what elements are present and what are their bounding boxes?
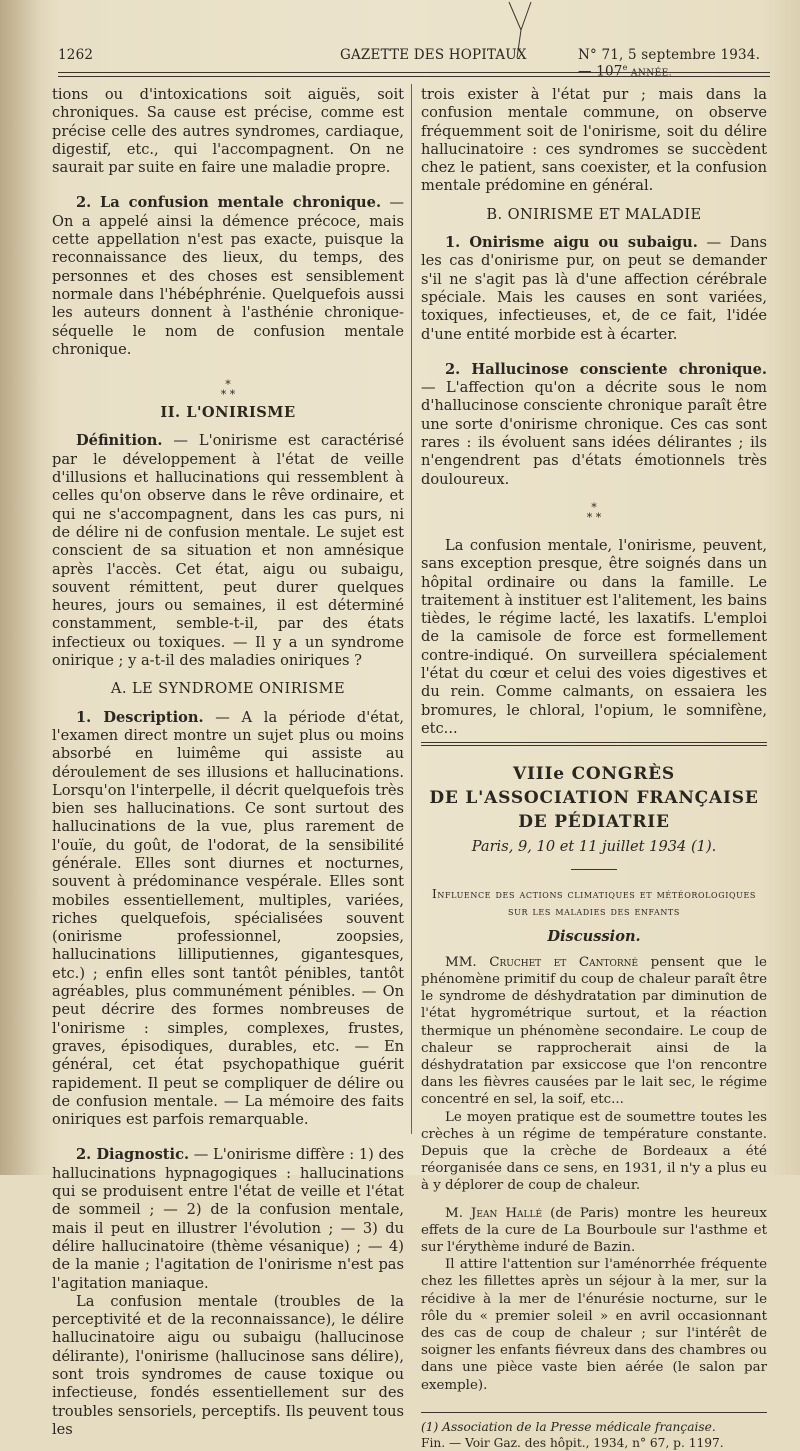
column-divider: [411, 84, 412, 1134]
journal-name: GAZETTE DES HOPITAUX: [340, 47, 527, 63]
paragraph: La confusion mentale, l'onirisme, peuvent, sans exception presque, être soignés dans un hôpital ordinaire ou dans la famille. Le traitement à instituer est l'alitement, les bains tièdes, le régime lacté, les laxatifs. L'emploi de la camisole de force est formellement contre-indiqué. On surveillera spécialement l'état du cœur et celui des voies digestives et du rein. Comme calmants, on essaiera les bromures, le chloral, l'opium, le somnifène, etc...: [421, 536, 767, 737]
paragraph: M. Jean Hallé (de Paris) montre les heureux effets de la cure de La Bourboule sur l'asthme et sur l'érythème induré de Bazin.: [421, 1205, 767, 1256]
paragraph: 1. Onirisme aigu ou subaigu. — Dans les cas d'onirisme pur, on peut se demander s'il ne s'agit pas là d'une affection cérébrale spéciale. Mais les causes en sont variées, toxiques, infectieuses, et, de ce fait, l'idée d'une entité morbide est à écarter.: [421, 234, 767, 343]
congress-dates: Paris, 9, 10 et 11 juillet 1934 (1).: [471, 838, 717, 856]
asterism: * * *: [220, 378, 236, 402]
asterism: * * *: [586, 500, 602, 524]
issue-line: N° 71, 5 septembre 1934. — 107e ANNÉE.: [578, 47, 761, 80]
footnote: (1) Association de la Presse médicale française. Fin. — Voir Gaz. des hôpit., 1934, n° 67, p. 1197.: [421, 1419, 724, 1450]
short-rule: [571, 869, 617, 870]
paragraph: La confusion mentale (troubles de la perceptivité et de la reconnaissance), le délire hallucinatoire aigu ou subaigu (hallucinose délirante), l'onirisme (hallucinose sans délire), sont trois syndromes de cause toxique ou infectieuse, fondés essentiellement sur des troubles sensoriels, perceptifs. Ils peuvent tous les: [52, 1292, 404, 1438]
section-rule: [421, 742, 767, 746]
subsection-heading: A. LE SYNDROME ONIRISME: [110, 680, 346, 698]
discussion-heading: Discussion.: [547, 927, 641, 945]
footnote-rule: [421, 1412, 767, 1413]
paragraph: 2. Hallucinose consciente chronique. — L'affection qu'on a décrite sous le nom d'hallucinose consciente chronique paraît être une sorte d'onirisme chronique. Ces cas sont rares : ils évoluent sans idées délirantes ; ils n'engendrent pas d'états émotionnels très douloureux.: [421, 360, 767, 488]
paragraph: 1. Description. — A la période d'état, l'examen direct montre un sujet plus ou moins absorbé en luimême qui assiste au déroulement de ses illusions et hallucinations. Lorsqu'on l'interpelle, il décrit quelquefois très bien ses hallucinations. Ce sont surtout des hallucinations de la vue, plus rarement de l'ouïe, du goût, de l'odorat, de la sensibilité générale. Elles sont diurnes et nocturnes, souvent à prédominance vespérale. Elles sont mobiles essentiellement, multiples, variées, riches quelquefois, spécialisées souvent (onirisme professionnel, zoopsies, hallucinations lilliputiennes, gigantesques, etc.) ; enfin elles sont tantôt pénibles, tantôt agréables, plus communément pénibles. — On peut décrire des formes nombreuses de l'onirisme : simples, complexes, frustes, graves, épisodiques, durables, etc. — En général, cet état psychopathique guérit rapidement. Il peut se compliquer de délire ou de confusion mentale. — La mémoire des faits oniriques est parfois remarquable.: [52, 708, 404, 1129]
paragraph: tions ou d'intoxications soit aiguës, soit chroniques. Sa cause est précise, comme est précise celle des autres syndromes, cardiaque, digestif, etc., qui l'accompagnent. On ne saurait par suite en faire une maladie propre.: [52, 86, 404, 177]
header-rule: [58, 72, 770, 73]
section-heading: II. L'ONIRISME: [160, 404, 296, 422]
paragraph: Il attire l'attention sur l'aménorrhée fréquente chez les fillettes après un séjour à la mer, sur la récidive à la mer de l'énurésie nocturne, sur le rôle du « premier soleil » en avril occasionnant des cas de coup de chaleur ; sur l'intérêt de soigner les enfants fiévreux dans des chambres ou dans une pièce vaste bien aérée (le salon par exemple).: [421, 1257, 767, 1393]
congress-title: VIIIe CONGRÈS DE L'ASSOCIATION FRANÇAISE DE PÉDIATRIE: [429, 764, 759, 833]
paragraph: MM. Cruchet et Cantorné pensent que le phénomène primitif du coup de chaleur paraît être le syndrome de déshydratation par diminution de l'état hygrométrique surtout, et la réaction thermique un phénomène secondaire. Le coup de chaleur se rapprocherait ainsi de la déshydratation par exsiccose que l'on rencontre dans les fièvres causées par le lait sec, le régime concentré en sel, la soif, etc...: [421, 954, 767, 1108]
paragraph: 2. Diagnostic. — L'onirisme diffère : 1) des hallucinations hypnagogiques : hallucinations qui se produisent entre l'état de veille et l'état de sommeil ; — 2) de la confusion mentale, mais il peut en illustrer l'évolution ; — 3) du délire hallucinatoire (thème vésanique) ; — 4) de la manie ; l'agitation de l'onirisme n'est pas l'agitation maniaque.: [52, 1146, 404, 1292]
session-subtitle: Influence des actions climatiques et météorologiques sur les maladies des enfants: [432, 886, 756, 918]
subsection-heading: B. ONIRISME ET MALADIE: [486, 205, 702, 223]
paragraph: trois exister à l'état pur ; mais dans la confusion mentale commune, on observe fréquemment soit de l'onirisme, soit du délire hallucinatoire : ces syndromes se succèdent chez le patient, sans coexister, et la confusion mentale prédomine en général.: [421, 86, 767, 195]
running-header: [58, 47, 770, 80]
binding-shadow: [0, 0, 40, 1175]
paragraph: Le moyen pratique est de soumettre toutes les crèches à un régime de température constante. Depuis que la crèche de Bordeaux a été réorganisée dans ce sens, en 1931, il n'y a plus eu à y déplorer de coup de chaleur.: [421, 1109, 767, 1194]
left-column: [52, 86, 404, 1439]
right-column: [421, 86, 767, 1451]
page-number: 1262: [58, 47, 94, 63]
header-rule-thin: [58, 76, 770, 77]
paragraph: 2. La confusion mentale chronique. — On a appelé ainsi la démence précoce, mais cette appellation n'est pas exacte, puisque la reconnaissance des lieux, du temps, des personnes et des choses est sensiblement normale dans l'hébéphrénie. Quelquefois aussi les auteurs donnent à l'asthénie chronique-séquelle le nom de confusion mentale chronique.: [52, 194, 404, 358]
paragraph: Définition. — L'onirisme est caractérisé par le développement à l'état de veille d'illusions et hallucinations qui ressemblent à celles qu'on observe dans le rêve ordinaire, et qui ne s'accompagnent, dans les cas purs, ni de délire ni de confusion mentale. Le sujet est conscient de sa situation et non amnésique après l'accès. Cet état, aigu ou subaigu, souvent rémittent, peut durer quelques heures, jours ou semaines, il est déterminé constamment, semble-t-il, par des états infectieux ou toxiques. — Il y a un syndrome onirique ; y a-t-il des maladies oniriques ?: [52, 432, 404, 670]
